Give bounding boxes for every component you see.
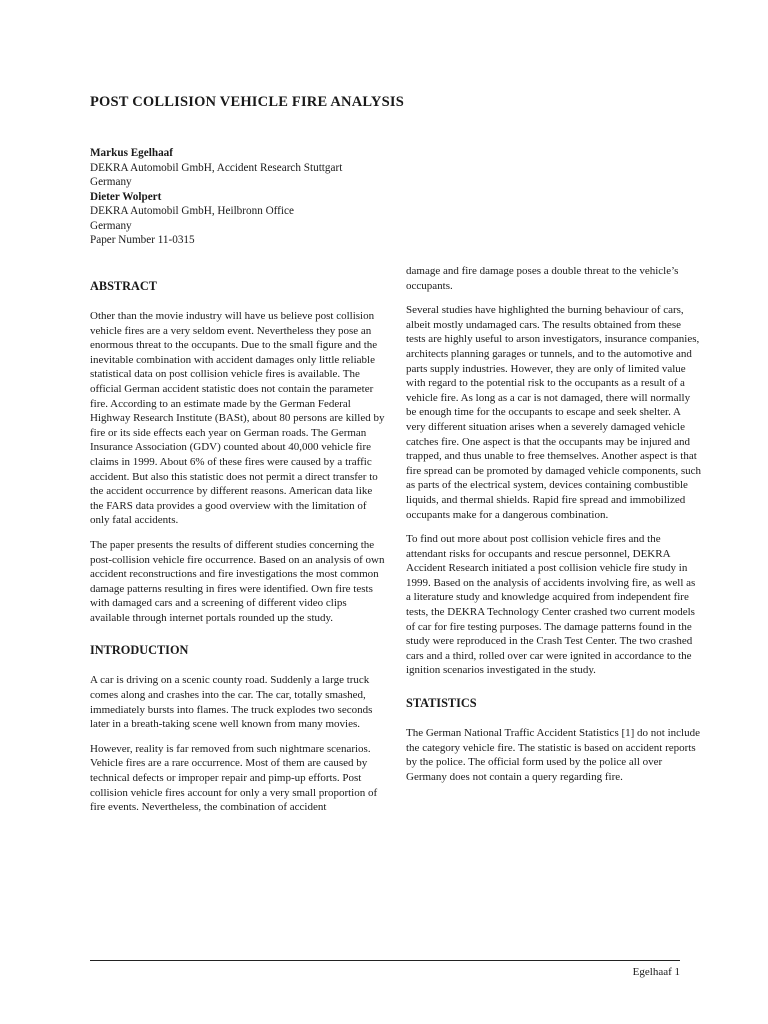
abstract-paragraph: The paper presents the results of different studies concerning the post-collision vehicle fire occurrence. Based on an analysis of own accident reconstructions and fire investigations the most common damage patterns resulting in fires were identified. Own fire tests with damaged cars and a screening of different video clips available through internet portals rounded up the study. bbox=[90, 538, 385, 624]
author-country: Germany bbox=[90, 219, 132, 232]
introduction-heading: INTRODUCTION bbox=[90, 643, 189, 658]
body-paragraph: damage and fire damage poses a double threat to the vehicle’s occupants. bbox=[406, 265, 679, 292]
author-affiliation: DEKRA Automobil GmbH, Heilbronn Office bbox=[90, 205, 294, 217]
author-name: Dieter Wolpert bbox=[90, 190, 162, 203]
statistics-paragraph: The German National Traffic Accident Statistics [1] do not include the category vehicle fire. The statistic is based on accident reports by the police. The official form used by the police all over Germany does not contain a query regarding fire. bbox=[406, 727, 700, 783]
author-block bbox=[90, 146, 342, 248]
body-paragraph: Several studies have highlighted the burning behaviour of cars, albeit mostly undamaged cars. The results obtained from these tests are highly useful to arson investigators, insurance companies, architects planning garages or tunnels, and to the automotive and parts supply industries. However, they are only of limited value with regard to the potential risk to the occupants as a result of a vehicle fire. As long as a car is not damaged, there will normally be enough time for the occupants to escape and seek shelter. A very different situation arises when a severely damaged vehicle catches fire. One aspect is that the occupants may be injured and trapped, and thus unable to free themselves. Another aspect is that fire spread can be promoted by damaged vehicle components, such as parts of the electrical system, devices containing combustible liquids, and thermal shields. Rapid fire spread and immobilized occupants make for a dangerous combination. bbox=[406, 304, 702, 521]
author-name: Markus Egelhaaf bbox=[90, 147, 173, 159]
abstract-heading: ABSTRACT bbox=[90, 279, 157, 293]
paper-title: POST COLLISION VEHICLE FIRE ANALYSIS bbox=[90, 94, 404, 110]
introduction-paragraph: However, reality is far removed from such nightmare scenarios. Vehicle fires are a rare occurrence. Most of them are caused by technical defects or improper repair and pimp-up efforts. Post collision vehicle fires account for only a very small proportion of fire events. Nevertheless, the combination of accident bbox=[90, 742, 378, 814]
body-paragraph: To find out more about post collision vehicle fires and the attendant risks for occupants and rescue personnel, DEKRA Accident Research initiated a post collision vehicle fire study in 1999. Based on the analysis of accidents involving fire, as well as a literature study and knowledge acquired from independent fire tests, the DEKRA Technology Center crashed two current models of car for fire testing purposes. The damage patterns found in the study were reproduced in the Crash Test Center. The two crashed cars and a third, rolled over car were ignited in accordance to the ignition scenarios investigated in the study. bbox=[406, 533, 696, 677]
paper-number: Paper Number 11-0315 bbox=[90, 234, 195, 246]
abstract-paragraph: Other than the movie industry will have us believe post collision vehicle fires are a very seldom event. Nevertheless they pose an enormous threat to the occupants. Due to the small figure and the inevitable combination with accident damages only little reliable statistical data on post collision vehicle fires is available. The official German accident statistic does not contain the parameter fire. According to an estimate made by the German Federal Highway Research Institute (BASt), about 80 persons are killed by fire or its side effects each year on German roads. The German Insurance Association (GDV) counted about 40,000 vehicle fire claims in 1999. About 6% of these fires were caused by a traffic accident. But also this statistic does not permit a direct transfer to the accident occurrence by different reasons. American data like the FARS data provides a good overview with the limitation of only fatal accidents. bbox=[90, 310, 385, 527]
page-footer: Egelhaaf 1 bbox=[632, 966, 680, 978]
statistics-heading: STATISTICS bbox=[406, 696, 477, 711]
author-country: Germany bbox=[90, 176, 132, 188]
introduction-paragraph: A car is driving on a scenic county road. Suddenly a large truck comes along and crashes into the car. The car, totally smashed, immediately bursts into flames. The truck explodes two seconds later in a breath-taking scene well known from many movies. bbox=[90, 674, 373, 731]
author-affiliation: DEKRA Automobil GmbH, Accident Research Stuttgart bbox=[90, 161, 343, 174]
footer-divider bbox=[90, 960, 680, 961]
left-column bbox=[90, 279, 386, 825]
right-column bbox=[406, 264, 702, 794]
